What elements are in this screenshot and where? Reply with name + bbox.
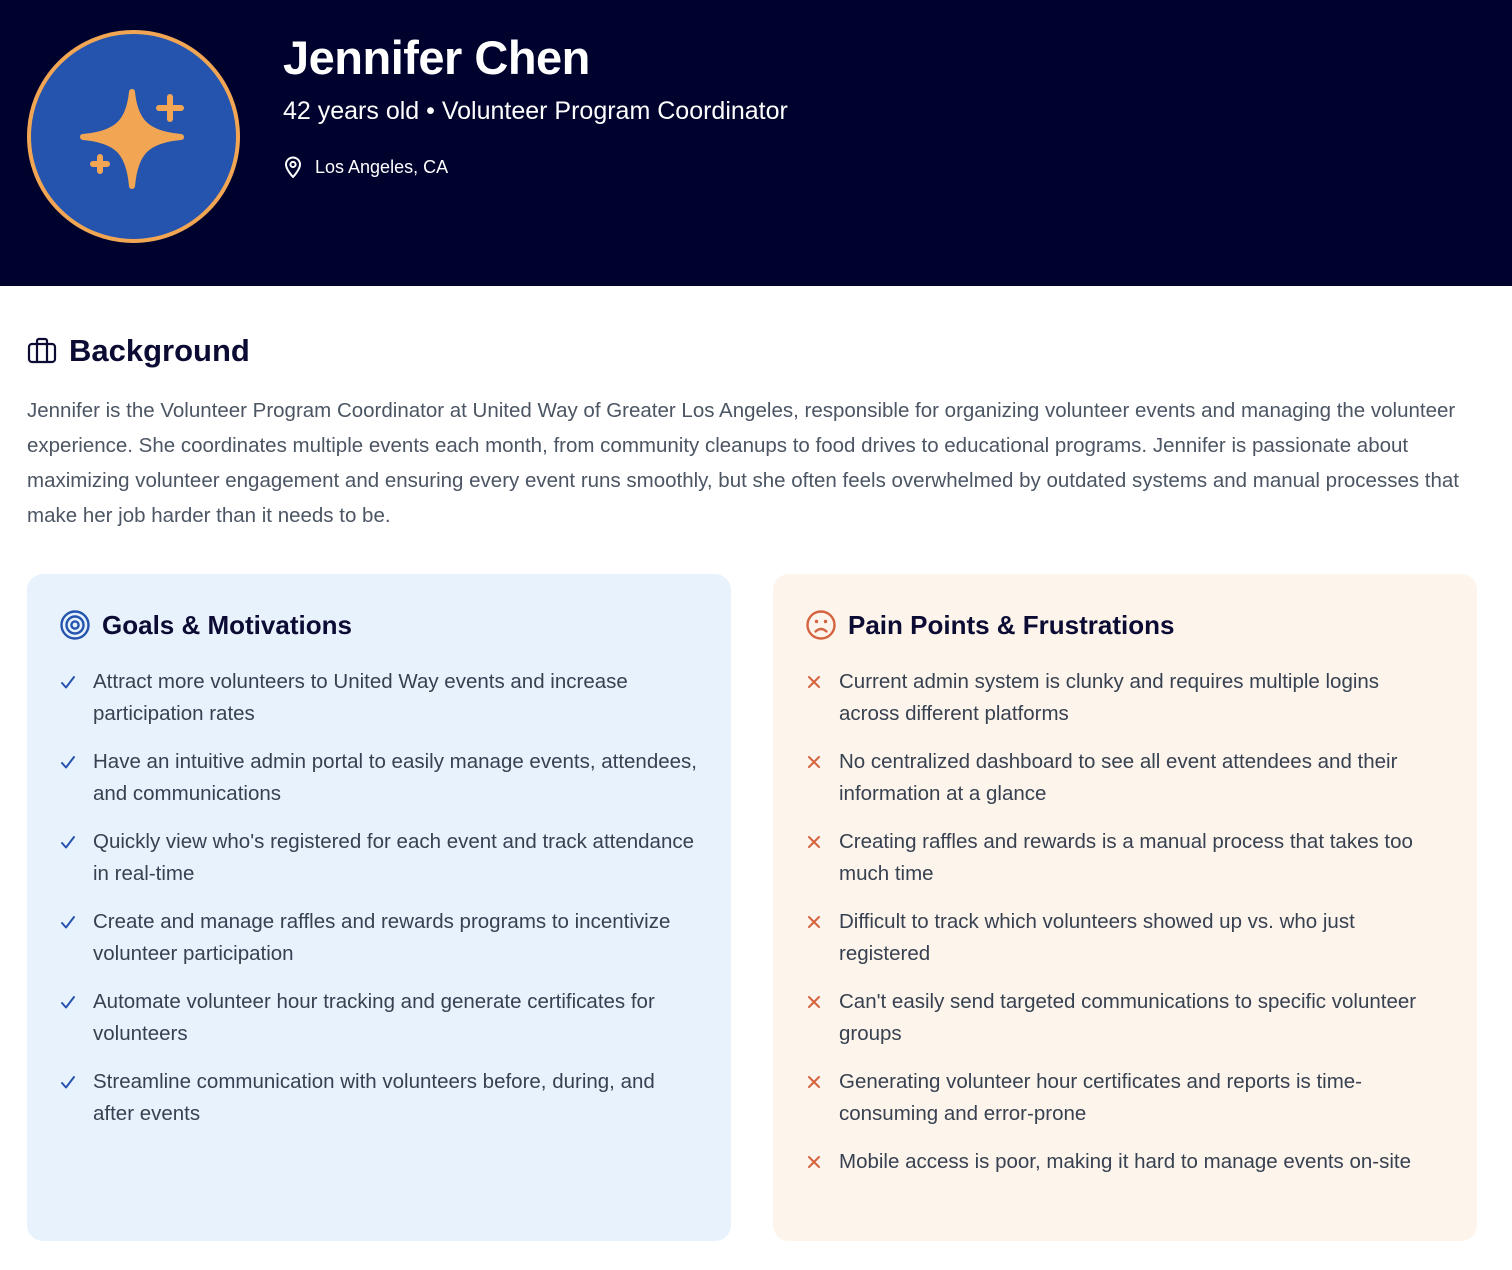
x-icon [805, 833, 823, 851]
x-icon [805, 913, 823, 931]
list-item: Creating raffles and rewards is a manual process that takes too much time [805, 826, 1445, 890]
x-icon [805, 1073, 823, 1091]
check-icon [59, 1073, 77, 1091]
location-text: Los Angeles, CA [315, 156, 449, 177]
target-icon [59, 609, 91, 641]
list-item: Attract more volunteers to United Way events and increase participation rates [59, 666, 699, 730]
briefcase-icon [27, 336, 57, 366]
list-item: Quickly view who's registered for each event and track attendance in real-time [59, 826, 699, 890]
persona-header [0, 0, 1512, 286]
avatar [27, 30, 240, 243]
check-icon [59, 913, 77, 931]
persona-subtitle: 42 years old • Volunteer Program Coordinator [283, 97, 788, 125]
list-item: Difficult to track which volunteers showed up vs. who just registered [805, 906, 1445, 970]
check-icon [59, 833, 77, 851]
list-item: Automate volunteer hour tracking and generate certificates for volunteers [59, 986, 699, 1050]
list-item: Create and manage raffles and rewards programs to incentivize volunteer participation [59, 906, 699, 970]
persona-location [283, 155, 448, 179]
list-item: Have an intuitive admin portal to easily manage events, attendees, and communications [59, 746, 699, 810]
list-item: No centralized dashboard to see all event attendees and their information at a glance [805, 746, 1445, 810]
frown-icon [805, 609, 837, 641]
check-icon [59, 673, 77, 691]
x-icon [805, 673, 823, 691]
list-item: Current admin system is clunky and requires multiple logins across different platforms [805, 666, 1445, 730]
check-icon [59, 753, 77, 771]
list-item: Can't easily send targeted communications to specific volunteer groups [805, 986, 1445, 1050]
pain-points-title: Pain Points & Frustrations [848, 609, 1175, 640]
pain-points-list [805, 666, 1477, 1178]
goals-card [27, 574, 731, 1241]
sparkles-icon [31, 34, 236, 239]
map-pin-icon [283, 155, 303, 179]
goals-list [59, 666, 731, 1130]
background-text: Jennifer is the Volunteer Program Coordinator at United Way of Greater Los Angeles, responsible for organizing volunteer events and managing the volunteer experience. She coordinates multiple events each month, from community cleanups to food drives to educational programs. Jennifer is passionate about maximizing volunteer engagement and ensuring every event runs smoothly, but she often feels overwhelmed by outdated systems and manual processes that make her job harder than it needs to be. [27, 399, 1459, 527]
x-icon [805, 1153, 823, 1171]
background-title: Background [69, 333, 250, 368]
list-item: Streamline communication with volunteers before, during, and after events [59, 1066, 699, 1130]
x-icon [805, 993, 823, 1011]
background-heading [27, 332, 250, 370]
goals-title: Goals & Motivations [102, 609, 352, 640]
list-item: Generating volunteer hour certificates and reports is time-consuming and error-prone [805, 1066, 1445, 1130]
list-item: Mobile access is poor, making it hard to manage events on-site [805, 1146, 1445, 1178]
persona-name: Jennifer Chen [283, 31, 590, 84]
pain-points-heading [805, 608, 1477, 642]
pain-points-card [773, 574, 1477, 1241]
goals-heading [59, 608, 731, 642]
x-icon [805, 753, 823, 771]
check-icon [59, 993, 77, 1011]
